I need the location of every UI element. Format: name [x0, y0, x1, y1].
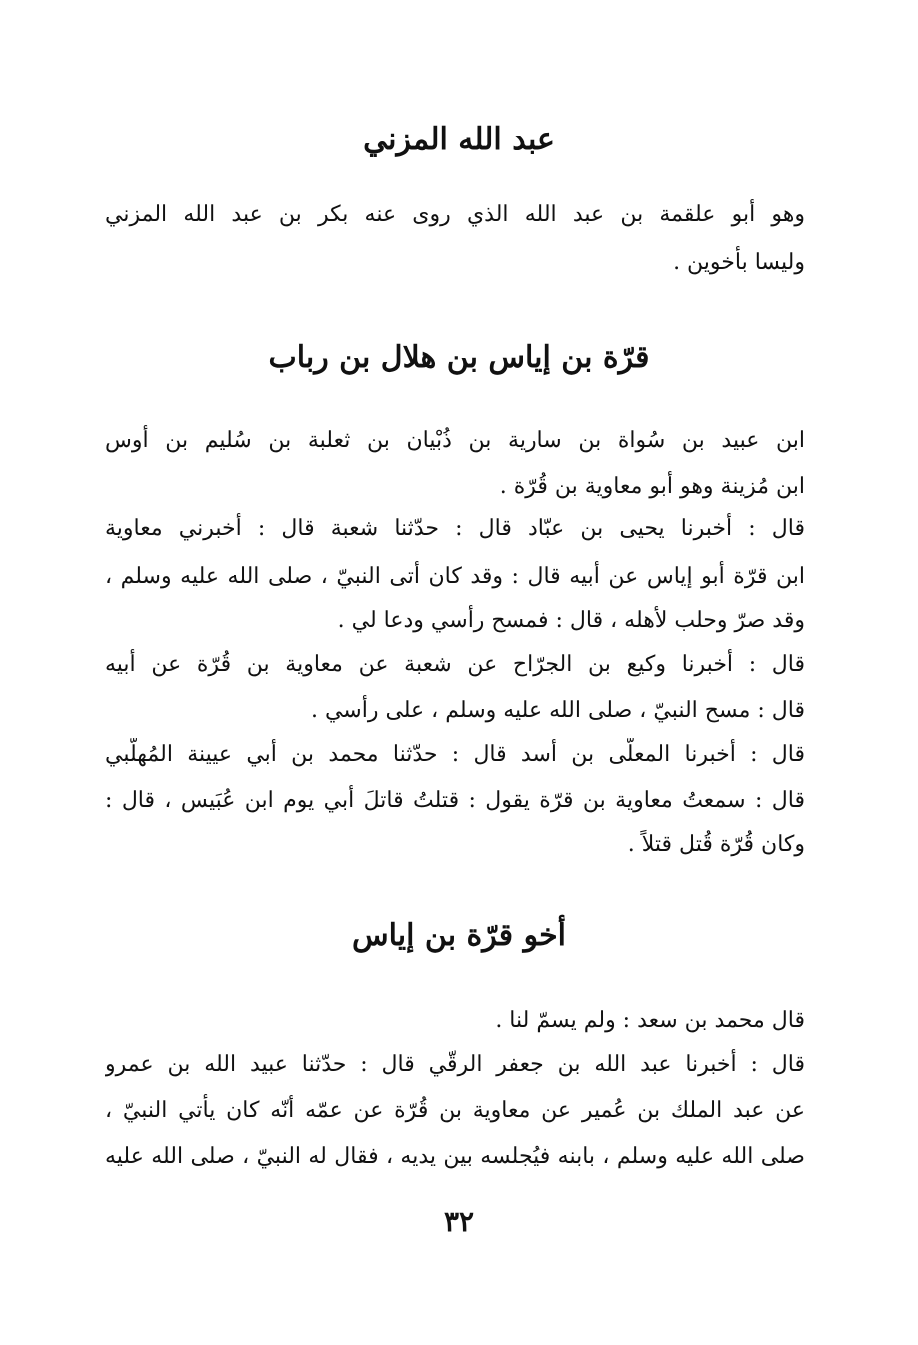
- text-line: ابن عبيد بن سُواة بن سارية بن ذُبْيان بن ثعلبة بن سُليم بن أوس: [105, 428, 805, 453]
- section-heading-brother-of-qurra: أخو قرّة بن إياس: [352, 918, 566, 953]
- text-line: وقد صرّ وحلب لأهله ، قال : فمسح رأسي ودعا لي .: [337, 608, 805, 633]
- page-number: ٣٢: [443, 1205, 475, 1238]
- text-line: قال محمد بن سعد : ولم يسمّ لنا .: [495, 1008, 805, 1033]
- text-line: قال : أخبرنا يحيى بن عبّاد قال : حدّثنا شعبة قال : أخبرني معاوية: [105, 516, 805, 541]
- text-line: قال : أخبرنا عبد الله بن جعفر الرقّي قال : حدّثنا عبيد الله بن عمرو: [105, 1052, 805, 1077]
- text-line: قال : أخبرنا وكيع بن الجرّاح عن شعبة عن معاوية بن قُرّة عن أبيه: [105, 652, 805, 677]
- section-heading-qurra-ibn-iyas: قرّة بن إياس بن هلال بن رباب: [268, 340, 650, 375]
- text-line: وكان قُرّة قُتل قتلاً .: [627, 832, 805, 857]
- text-line: صلى الله عليه وسلم ، بابنه فيُجلسه بين يديه ، فقال له النبيّ ، صلى الله عليه: [105, 1144, 805, 1169]
- text-line: قال : سمعتُ معاوية بن قرّة يقول : قتلتُ قاتلَ أبي يوم ابن عُبَيس ، قال :: [105, 788, 805, 813]
- text-line: عن عبد الملك بن عُمير عن معاوية بن قُرّة عن عمّه أنّه كان يأتي النبيّ ،: [105, 1098, 805, 1123]
- text-line: وهو أبو علقمة بن عبد الله الذي روى عنه بكر بن عبد الله المزني: [105, 202, 805, 227]
- text-line: قال : مسح النبيّ ، صلى الله عليه وسلم ، على رأسي .: [310, 698, 805, 723]
- text-line: وليسا بأخوين .: [673, 250, 805, 275]
- text-line: ابن قرّة أبو إياس عن أبيه قال : وقد كان أتى النبيّ ، صلى الله عليه وسلم ،: [105, 564, 805, 589]
- section-heading-abdullah-al-muzani: عبد الله المزني: [363, 122, 555, 157]
- text-line: ابن مُزينة وهو أبو معاوية بن قُرّة .: [499, 474, 805, 499]
- text-line: قال : أخبرنا المعلّى بن أسد قال : حدّثنا محمد بن أبي عيينة المُهلّبي: [105, 742, 805, 767]
